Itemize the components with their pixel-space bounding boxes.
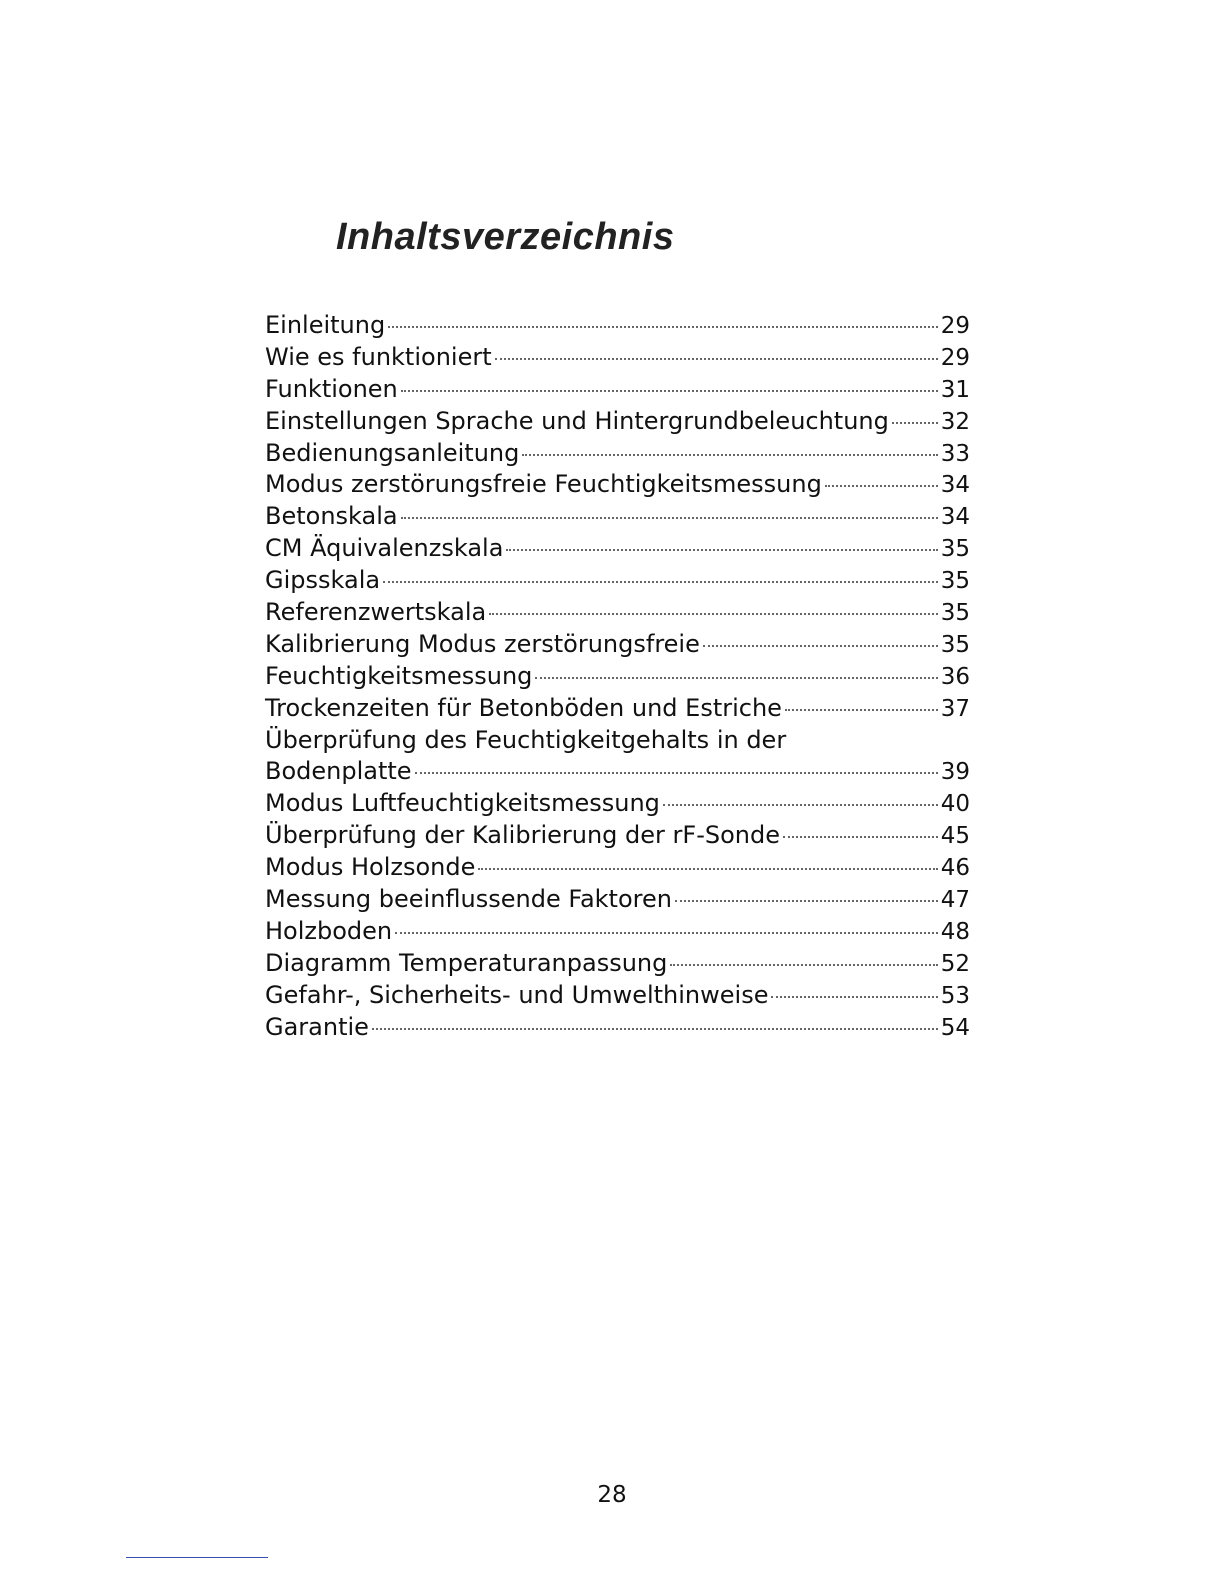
dot-leader	[825, 485, 938, 487]
dot-leader	[388, 326, 938, 328]
toc-entry-page: 54	[940, 1014, 970, 1041]
toc-entry-label: Einleitung	[265, 311, 386, 339]
toc-entry-page: 37	[940, 695, 970, 722]
toc-entry	[265, 661, 970, 693]
toc-entry	[265, 1012, 970, 1044]
dot-leader	[675, 900, 938, 902]
toc-entry-label: Diagramm Temperaturanpassung	[265, 948, 668, 977]
dot-leader	[506, 549, 937, 551]
toc-entry-page: 31	[940, 376, 970, 403]
toc-entry-label: Feuchtigkeitsmessung	[265, 661, 533, 690]
dot-leader	[522, 454, 937, 456]
toc-entry-label: Betonskala	[265, 502, 398, 531]
toc-entry	[265, 438, 970, 470]
dot-leader	[670, 964, 937, 966]
footnote-separator	[126, 1557, 268, 1558]
toc-entry-label: Garantie	[265, 1012, 369, 1041]
toc-entry-wrapped-line	[265, 725, 970, 757]
toc-entry-label: Gefahr-, Sicherheits- und Umwelthinweise	[265, 980, 769, 1009]
dot-leader	[489, 613, 937, 615]
toc-entry-label: Funktionen	[265, 374, 398, 403]
toc-entry	[265, 629, 970, 661]
toc-entry	[265, 342, 970, 374]
toc-entry-page: 29	[940, 313, 970, 339]
toc-entry-page: 47	[940, 887, 970, 914]
dot-leader	[703, 645, 938, 647]
toc-entry-label: Einstellungen Sprache und Hintergrundbeleuchtung	[265, 406, 889, 435]
toc-entry-page: 40	[940, 791, 970, 818]
toc-entry-label: Messung beeinflussende Faktoren	[265, 885, 672, 914]
dot-leader	[535, 677, 937, 679]
dot-leader	[663, 804, 938, 806]
toc-entry	[265, 916, 970, 948]
toc-entry	[265, 980, 970, 1012]
toc-entry-page: 45	[940, 823, 970, 850]
toc-entry-label: Bodenplatte	[265, 757, 412, 786]
toc-entry-page: 35	[940, 600, 970, 627]
toc-entry-label: Modus Holzsonde	[265, 853, 476, 882]
dot-leader	[415, 772, 938, 774]
toc-entry	[265, 310, 970, 342]
toc-entry-label: Wie es funktioniert	[265, 342, 492, 371]
page-number: 28	[597, 1482, 627, 1508]
toc-entry-label: Holzboden	[265, 916, 393, 945]
toc-entry-page: 53	[940, 982, 970, 1009]
toc-entry-page: 36	[940, 663, 970, 690]
toc-entry	[265, 788, 970, 820]
toc-entry-page: 29	[940, 344, 970, 371]
dot-leader	[401, 390, 938, 392]
toc-entry-label: Kalibrierung Modus zerstörungsfreie	[265, 629, 700, 658]
toc-entry-page: 34	[940, 472, 970, 499]
toc-entry-label: Trockenzeiten für Betonböden und Estriche	[265, 693, 782, 722]
toc-entry	[265, 469, 970, 501]
toc-entry	[265, 852, 970, 884]
dot-leader	[383, 581, 938, 583]
toc-entry-page: 35	[940, 568, 970, 595]
toc-entry-page: 32	[940, 408, 970, 435]
toc-entry-page: 48	[940, 918, 970, 945]
toc-entry-label: Referenzwertskala	[265, 598, 487, 627]
toc-entry-page: 39	[940, 759, 970, 786]
dot-leader	[372, 1028, 938, 1030]
toc-entry	[265, 597, 970, 629]
toc-entry	[265, 533, 970, 565]
toc-entry	[265, 406, 970, 438]
toc-entry-page: 34	[940, 504, 970, 531]
toc-entry	[265, 565, 970, 597]
dot-leader	[478, 868, 937, 870]
dot-leader	[401, 517, 938, 519]
toc-entry-page: 52	[940, 950, 970, 977]
toc-entry-page: 33	[940, 440, 970, 467]
dot-leader	[395, 932, 938, 934]
toc-entry	[265, 374, 970, 406]
toc-entry-label: Bedienungsanleitung	[265, 438, 520, 467]
toc-entry-label: Gipsskala	[265, 566, 381, 595]
toc-entry-label: Überprüfung des Feuchtigkeitgehalts in der	[265, 725, 787, 754]
table-of-contents	[265, 310, 970, 1043]
dot-leader	[771, 996, 937, 998]
toc-entry-label: Modus Luftfeuchtigkeitsmessung	[265, 789, 660, 818]
toc-entry-page: 35	[940, 631, 970, 658]
page-title: Inhaltsverzeichnis	[336, 216, 675, 258]
dot-leader	[495, 358, 938, 360]
toc-entry	[265, 756, 970, 788]
toc-entry	[265, 501, 970, 533]
dot-leader	[783, 836, 938, 838]
toc-entry	[265, 884, 970, 916]
dot-leader	[785, 709, 938, 711]
toc-entry	[265, 948, 970, 980]
toc-entry	[265, 820, 970, 852]
toc-entry-page: 35	[940, 536, 970, 563]
toc-entry	[265, 693, 970, 725]
toc-entry-label: Modus zerstörungsfreie Feuchtigkeitsmessung	[265, 470, 822, 499]
toc-entry-label: CM Äquivalenzskala	[265, 534, 504, 563]
toc-entry-label: Überprüfung der Kalibrierung der rF-Sonde	[265, 821, 780, 850]
dot-leader	[892, 422, 938, 424]
toc-entry-page: 46	[940, 855, 970, 882]
